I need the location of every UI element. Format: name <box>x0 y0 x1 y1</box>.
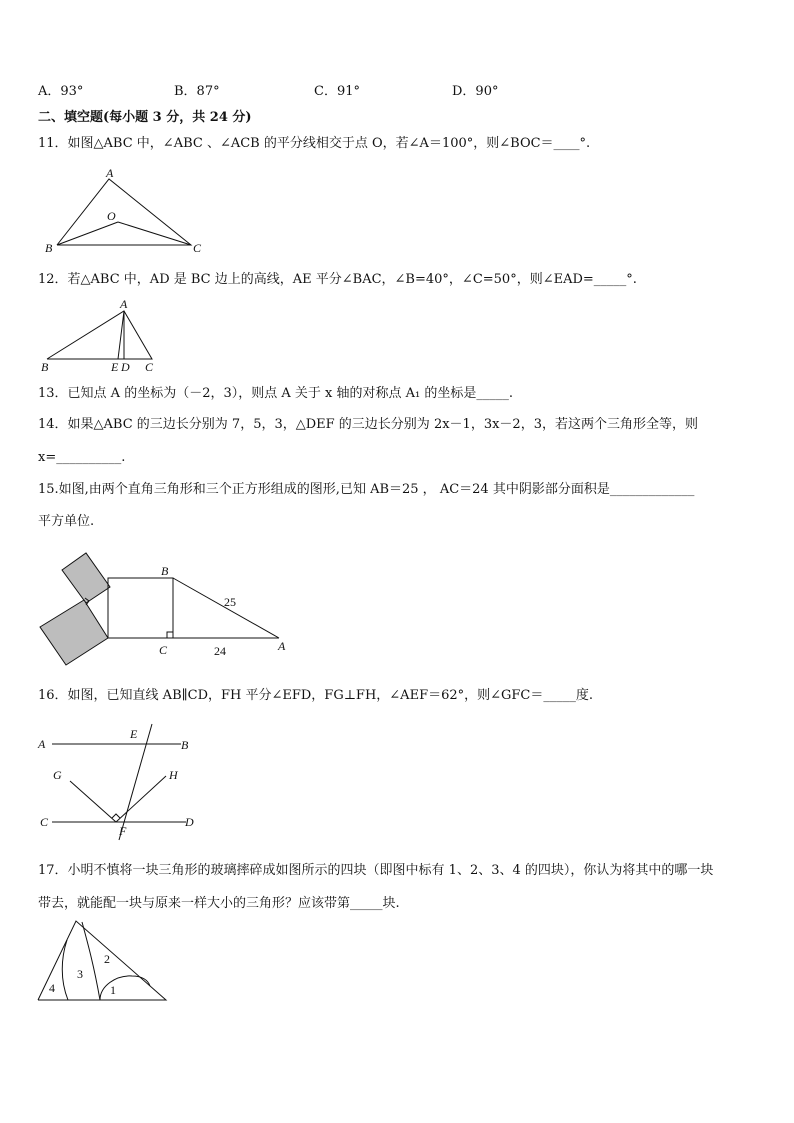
label-d: D <box>185 815 194 829</box>
question-13: 13．已知点 A 的坐标为（－2，3），则点 A 关于 x 轴的对称点 A₁ 的坐标是_____. <box>38 386 513 401</box>
question-15-line2: 平方单位. <box>38 514 95 529</box>
question-17-line2: 带去，就能配一块与原来一样大小的三角形？应该带第_____块. <box>38 896 400 911</box>
label-d: D <box>121 360 130 374</box>
label-piece-4: 4 <box>49 981 55 995</box>
question-15-line1: 15.如图,由两个直角三角形和三个正方形组成的图形,已知 AB＝25 ， AC＝24 其中阴影部分面积是_____________ <box>38 482 695 497</box>
label-h: H <box>169 768 178 782</box>
label-a: A <box>38 737 46 751</box>
question-17-line1: 17．小明不慎将一块三角形的玻璃摔碎成如图所示的四块（即图中标有 1、2、3、4 的四块），你认为将其中的哪一块 <box>38 863 714 878</box>
section-heading: 二、填空题(每小题 3 分，共 24 分) <box>38 110 252 125</box>
label-b: B <box>161 564 169 578</box>
label-a: A <box>120 297 128 311</box>
question-12: 12．若△ABC 中，AD 是 BC 边上的高线，AE 平分∠BAC，∠B=40°，∠C=50°，则∠EAD=_____°. <box>38 272 637 287</box>
question-14-line1: 14．如果△ABC 的三边长分别为 7，5，3，△DEF 的三边长分别为 2x－1，3x－2，3，若这两个三角形全等，则 <box>38 417 698 432</box>
label-a: A <box>278 639 286 653</box>
label-f: F <box>119 824 127 838</box>
label-c: C <box>193 241 202 255</box>
choice-b: B．87° <box>174 84 220 99</box>
label-piece-1: 1 <box>110 983 116 997</box>
label-c: C <box>40 815 49 829</box>
label-piece-3: 3 <box>77 967 83 981</box>
choice-d: D．90° <box>452 84 499 99</box>
label-a: A <box>106 166 114 180</box>
label-b: B <box>181 738 189 752</box>
question-11: 11．如图△ABC 中，∠ABC 、∠ACB 的平分线相交于点 O，若∠A＝100°，则∠BOC＝____°. <box>38 136 591 151</box>
label-b: B <box>45 241 53 255</box>
label-ab-length: 25 <box>224 595 236 609</box>
figure-q17-broken-triangle <box>34 918 174 1008</box>
question-14-line2: x=__________. <box>38 450 126 465</box>
label-ac-length: 24 <box>214 644 226 658</box>
label-b: B <box>41 360 49 374</box>
figure-q12-triangle <box>38 296 168 380</box>
label-c: C <box>159 643 168 657</box>
figure-q11-triangle <box>40 164 210 260</box>
label-piece-2: 2 <box>104 952 110 966</box>
figure-q15-squares <box>38 550 298 674</box>
label-e: E <box>130 727 138 741</box>
label-e: E <box>111 360 119 374</box>
label-c: C <box>145 360 154 374</box>
label-g: G <box>53 768 62 782</box>
choice-a: A．93° <box>38 84 84 99</box>
choice-c: C．91° <box>314 84 360 99</box>
figure-q16-parallel-lines <box>36 722 206 856</box>
label-o: O <box>107 209 116 223</box>
question-16: 16．如图，已知直线 AB∥CD，FH 平分∠EFD，FG⊥FH，∠AEF＝62°，则∠GFC＝_____度. <box>38 688 594 703</box>
